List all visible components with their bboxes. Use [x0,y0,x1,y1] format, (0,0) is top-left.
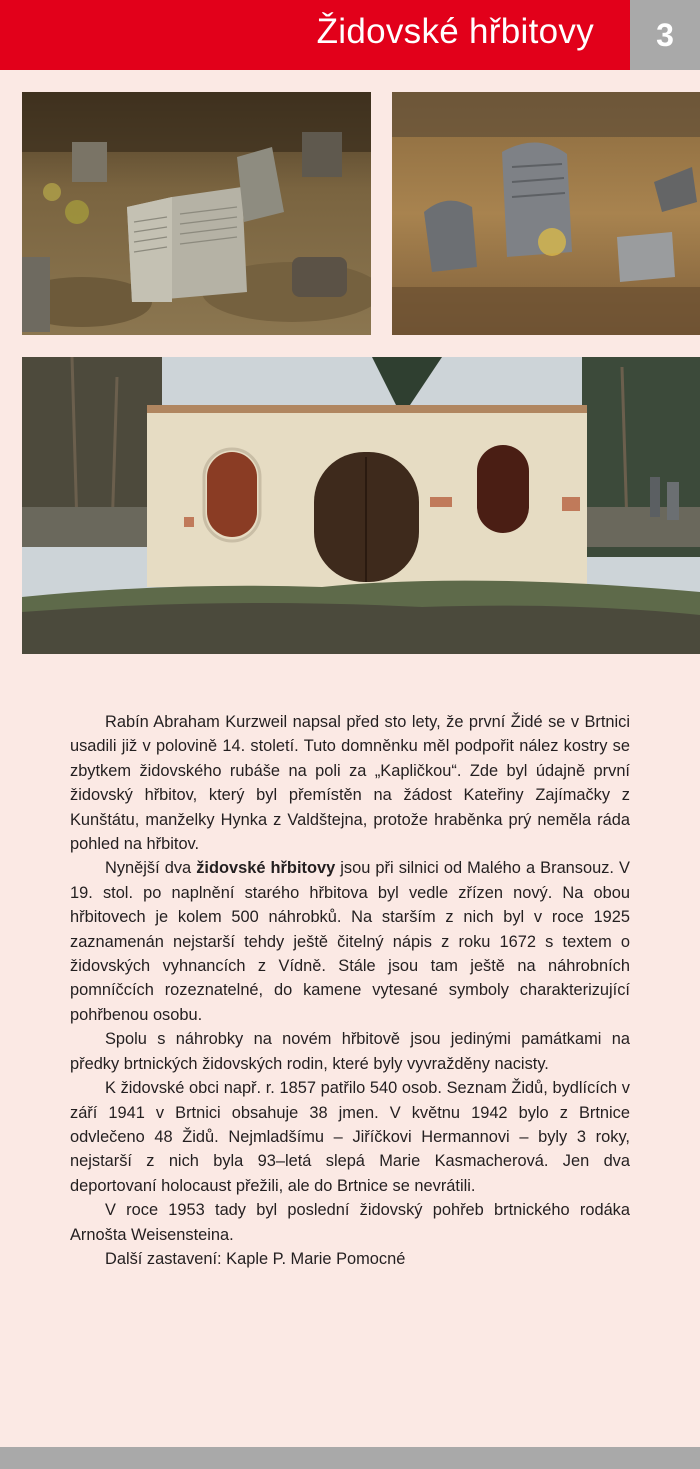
highlighted-term: židovské hřbitovy [196,859,336,878]
photo-gravestones-hillside [22,92,371,335]
photo-gravestones-hillside-image [22,92,371,335]
photo-ceremonial-hall [22,357,700,654]
paragraph [70,856,630,1027]
footer-bar [0,1447,700,1469]
paragraph: V roce 1953 tady byl poslední židovský pohřeb brtnického rodáka Arnošta Weisensteina. [70,1201,630,1244]
photo-gravestones-grass-image [392,92,700,335]
paragraph: K židovské obci např. r. 1857 patřilo 540 osob. Seznam Židů, bydlících v září 1941 v Brtnici obsahuje 38 jmen. V květnu 1942 bylo z Brtnice odvlečeno 48 Židů. Nejmladšímu – Jiříčkovi Hermannovi – byly 3 roky, nejstarší z nich byla 93–letá slepá Marie Kasmacherová. Jen dva deportovaní holocaust přežili, ale do Brtnice se nevrátili. [70,1079,630,1195]
page-title: Židovské hřbitovy [316,12,594,51]
paragraph-text: Nynější dva [105,859,197,878]
paragraph: Rabín Abraham Kurzweil napsal před sto lety, že první Židé se v Brtnici usadili již v polovině 14. století. Tuto domněnku měl podpořit nález kostry se zbytkem židovského rubáše na poli za „Kapličkou“. Zde byl údajně první židovský hřbitov, který byl přemístěn na žádost Kateřiny Zajímačky z Kunštátu, manželky Hynka z Valdštejna, protože hraběnka prý neměla ráda pohled na hřbitov. [70,713,630,854]
next-stop: Další zastavení: Kaple P. Marie Pomocné [105,1249,406,1268]
paragraph-text: jsou při silnici od Malého a Bransouz. V 19. stol. po naplnění starého hřbitova byl vedle zřízen nový. Na obou hřbitovech je kolem 500 náhrobků. Na starším z nich byl v roce 1925 zaznamenán nejstarší tehdy ještě čitelný nápis z roku 1672 s textem o židovských vyhnancích z Vídně. Stále jsou tam ještě na náhrobních pomníčcích rozeznatelné, do kamene vytesané symboly charakterizující pohřbenou osobu. [70,859,630,1024]
header-banner [0,0,630,70]
page-header [0,0,700,70]
paragraph: Spolu s náhrobky na novém hřbitově jsou jedinými památkami na předky brtnických židovských rodin, které byly vyvražděny nacisty. [70,1030,630,1073]
photo-gravestones-grass [392,92,700,335]
article-body [70,710,630,1271]
page-number: 3 [630,0,700,70]
photo-ceremonial-hall-image [22,357,700,654]
